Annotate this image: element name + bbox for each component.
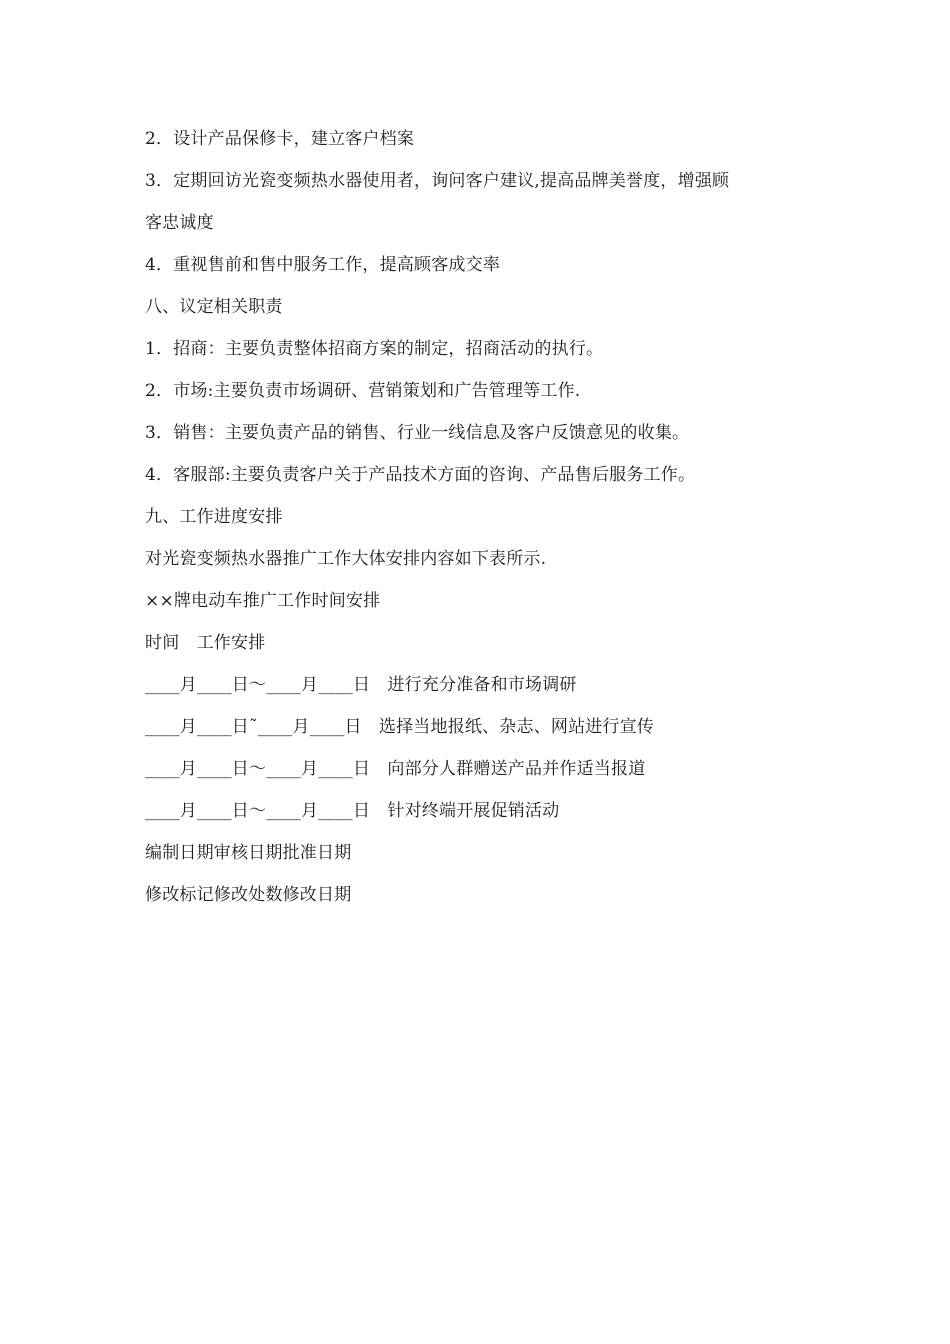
section-heading-responsibilities: 八、议定相关职责 — [145, 297, 283, 317]
text-line-customer-service: 4．客服部:主要负责客户关于产品技术方面的咨询、产品售后服务工作。 — [145, 465, 696, 485]
table-row: ____月____日˜____月____日 选择当地报纸、杂志、网站进行宣传 — [145, 717, 655, 737]
text-line-presale-service: 4．重视售前和售中服务工作，提高顾客成交率 — [145, 255, 501, 275]
table-header: 时间 工作安排 — [145, 633, 266, 653]
table-title: ××牌电动车推广工作时间安排 — [145, 591, 381, 611]
table-row: ____月____日～____月____日 针对终端开展促销活动 — [145, 801, 560, 821]
document-body — [145, 118, 825, 916]
text-line-service-card: 2．设计产品保修卡，建立客户档案 — [145, 129, 415, 149]
text-line-investment: 1．招商：主要负责整体招商方案的制定，招商活动的执行。 — [145, 339, 604, 359]
table-row: ____月____日～____月____日 进行充分准备和市场调研 — [145, 675, 577, 695]
text-line-schedule-intro: 对光瓷变频热水器推广工作大体安排内容如下表所示. — [145, 549, 547, 569]
table-row: ____月____日～____月____日 向部分人群赠送产品并作适当报道 — [145, 759, 646, 779]
text-line-market: 2．市场:主要负责市场调研、营销策划和广告管理等工作. — [145, 381, 581, 401]
text-line-revisit-users: 3．定期回访光瓷变频热水器使用者，询问客户建议,提高品牌美誉度，增强顾 — [145, 171, 730, 191]
footer-dates-line: 编制日期审核日期批准日期 — [145, 843, 352, 863]
section-heading-schedule: 九、工作进度安排 — [145, 507, 283, 527]
text-line-sales: 3．销售：主要负责产品的销售、行业一线信息及客户反馈意见的收集。 — [145, 423, 690, 443]
text-line-revisit-users-cont: 客忠诚度 — [145, 213, 214, 233]
footer-revision-line: 修改标记修改处数修改日期 — [145, 885, 352, 905]
